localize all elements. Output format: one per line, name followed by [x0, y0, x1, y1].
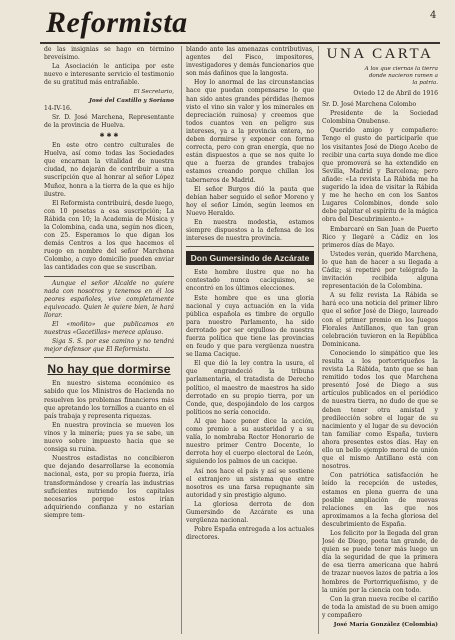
article-heading: UNA CARTA	[326, 46, 434, 62]
paragraph: Este hombre que es una gloria nacional y cuya actuación en la vida pública española es timbre de orgullo para nuestro Parlamento, ha sido derrotado por ser orgulloso de nuestra fuerza política que tiene las provincias en feudo y que para vergüenza nuestra se llama Cacique.	[186, 294, 314, 359]
column-divider	[181, 46, 182, 634]
paragraph: El señor Burgos dió la pauta que debían haber seguido el señor Moreno y hoy el señor Limón, según leemos en Nuevo Heraldo.	[186, 185, 314, 217]
paragraph: Los felicito por la llegada del gran José de Diego, poeta tan grande, de quien se puede tener más luego un día la seguridad de que la primera de esa tierra americana que habrá de trazar nuevos lazos de patria a los hombres de Portorriqueñismo, y de la unión por la ciencia con todo.	[322, 529, 438, 594]
column-1	[44, 46, 174, 634]
paragraph: Conociendo lo simpático que les resulta a los portorriqueños la revista La Rábida, tanto que se han remitido todos los que Marchena presentó José de Diego a sus artículos publicados en el periódico de nuestra tierra, no dudo de que se deben tener otra amistad y predilección sobre el lugar de su nacimiento y el lugar de su devoción tan familiar como España, tuviera ahora presentes estos días. Hay en ello un bello ejemplo moral de unión que el mismo Antillano está con nosotros.	[322, 349, 438, 471]
article-heading: Don Gumersindo de Azcárate	[186, 251, 314, 265]
paragraph: blando ante las amenazas contributivas, agentes del Fisco, impositores, investigadores y demás funcionarios que son más dañinos que la langosta.	[186, 46, 314, 78]
separator	[44, 357, 174, 358]
separator	[186, 246, 314, 247]
paragraph: Así nos hace el país y así se sostiene el extranjero un sistema que entre nosotros es una farsa repugnante sin autoridad y sin prestigio alguno.	[186, 467, 314, 499]
column-2	[186, 46, 314, 634]
salutation: Presidente de la Sociedad Colombina Onubense.	[322, 110, 438, 126]
paragraph: de las insignias se hago en término breveísimo.	[44, 46, 174, 62]
article-heading: No hay que dormirse	[47, 362, 171, 377]
paragraph: Este hombre ilustre que no ha contestado nunca caciquismo, se encontró en los últimos elecciones.	[186, 269, 314, 293]
dateline: Oviedo 12 de Abril de 1916	[353, 90, 438, 97]
paragraph: Pobre España entregada a los actuales directores.	[186, 526, 314, 542]
paragraph: Con la gran nueva recibe el cariño de toda la amistad de su buen amigo y compañero	[322, 595, 438, 619]
paragraph: Ustedes verán, querido Marchena, lo que han de hacer a su llegada a Cádiz; si repetiré por telégrafo la invitación recibida alguna representación de la Colombina.	[322, 250, 438, 291]
paragraph: Con patriótica satisfacción he leído la recepción de ustedes, estamos en plena guerra de una posible ampliación de nuevas relaciones en las que nos aproximamos a la fecha gloriosa del descubrimiento de España.	[322, 472, 438, 528]
paragraph: En nuestra modestia, estamos siempre dispuestos a la defensa de los intereses de nuestra provincia.	[186, 218, 314, 243]
paragraph: En este otro centro culturales de Huelva, así como todas las Sociedades que encarnan la vitalidad de nuestra ciudad, no dejarán de contribuir a una suscripción que al honrar al señor López Muñoz, honra a la tierra de la que es hijo ilustre.	[44, 142, 174, 198]
paragraph: Al que hace poner dice la acción, como premio a su austeridad y a su valía, lo nombraba Rector Honorario de nuestro primer Centro Docente, lo derrota hoy el cuerpo electoral de León, siguiendo los palmos de un cacique.	[186, 417, 314, 466]
separator	[44, 276, 174, 277]
masthead: Reformista	[46, 6, 188, 39]
paragraph: El que dió la ley contra la usura, el que engrandeció la tribuna parlamentaria, el tratadista de Derecho político, el maestro de maestros ha sido derrotado en su propio tierra, por un Conde, que, despojándolo de los cargos políticos no sería conocido.	[186, 360, 314, 416]
italic-note: Aunque el señor Alcalde no quiere nada con nosotros y tenemos en él los peores españoles, vive completamente equivocado. Quien le quiere bien, le hará llorar.	[44, 279, 174, 319]
paragraph: La gloriosa derrota de don Gumersindo de Azcárate es una vergüenza nacional.	[186, 500, 314, 525]
signature-role: El Secretario,	[133, 89, 174, 96]
paragraph: Nuestros estadistas no concibieron que dejando desarrollarse la economía nacional, esta, por su propia fuerza, iría transformándose y crearía las industrias suficientes nutriendo los capitales necesarios porque estos irían adquiriendo confianza y no estarían siempre tem-	[44, 455, 174, 519]
date-line: 14-IV-16.	[44, 104, 72, 112]
masthead-rule	[40, 42, 440, 44]
column-divider	[318, 46, 319, 634]
signature-name: José María González (Colombia)	[333, 622, 438, 628]
italic-note: Siga S. S. por ese camino y no tendrá mejor defensor que El Reformista.	[44, 338, 174, 354]
section-stars-ornament: ✱ ✱ ✱	[99, 131, 119, 139]
paragraph: Embarcaré en San Juan de Puerto Rico y llegaré a Cádiz en los primeros días de Mayo.	[322, 225, 438, 249]
paragraph: En nuestro sistema económico es sabido que los Ministros de Hacienda no resuelven los problemas financieros más que apretando los tornillos a cuanto en el país trabaja y representa riquezas.	[44, 380, 174, 420]
salutation: Sr. D. José Marchena Colombo	[322, 101, 417, 109]
page-number: 4	[430, 10, 437, 21]
paragraph: Sr. D. José Marchena, Representante de la provincia de Huelva.	[44, 113, 174, 129]
paragraph: A su feliz revista La Rábida se hará eco una noticia del primer libro que el señor José de Diego, laureado con el primer premio en los Juegos Florales Antillanos, que tan gran celebración tuvieron en la República Dominicana.	[322, 292, 438, 348]
dedication: A los que ciernas la tierra donde nacieron ramen a la patria.	[364, 66, 438, 86]
paragraph: Querido amigo y compañero: Tengo el gusto de participarle que los visitantes José de Diego Acebo de recibir una carta suya donde me dice que promoverá se ha extendido en Sevilla, Madrid y Barcelona; pero añade: «La revista La Rábida me ha sugerido la idea de visitar la Rábida y me he hecho en con los Santos Lugares Colombinos, donde solo debe palpitar el espíritu de la mágica obra del Descubrimiento.»	[322, 127, 438, 224]
column-3	[322, 46, 438, 634]
paragraph: Hoy lo anormal de las circunstancias hace que puedan compensarse lo que han sido antes grandes pérdidas (hemos visto el vino sin valor y los minerales en depreciación ruinosa) y creemos que todos cuantos ven en peligro sus intereses, ya a la provincia entera, no deben dormirse y exponer con forma correcta, pero con gran energía, que no están dispuestos a que se nos quite lo que a fuerza de grandes trabajos estamos creando porque chillan los taberneros de Madrid.	[186, 79, 314, 184]
paragraph: En nuestra provincia se mueven los vinos y la minería; pues ya se sabe, un nuevo sobre impuesto hacia que se consiga su ruina.	[44, 421, 174, 454]
italic-note: El «moñito» que publicamos en nuestras «Gacetillas» merece aplauso.	[44, 321, 174, 337]
paragraph: La Asociación le anticipa por este nuevo e interesante servicio el testimonio de su gratitud más entrañable.	[44, 63, 174, 87]
signature-name: José del Castillo y Soriano	[89, 97, 174, 104]
paragraph: El Reformista contribuirá, desde luego, con 10 pesetas a esa suscripción; La Rábida con 10; la Academia de Música y la Colombina, cada una, según nos dicen, con 25. Esperamos lo que digan los demás Centros a los que hacemos el ruego en nombre del señor Marchena Colombo, a cuyo domicilio pueden enviar las cantidades con que se suscriban.	[44, 199, 174, 272]
